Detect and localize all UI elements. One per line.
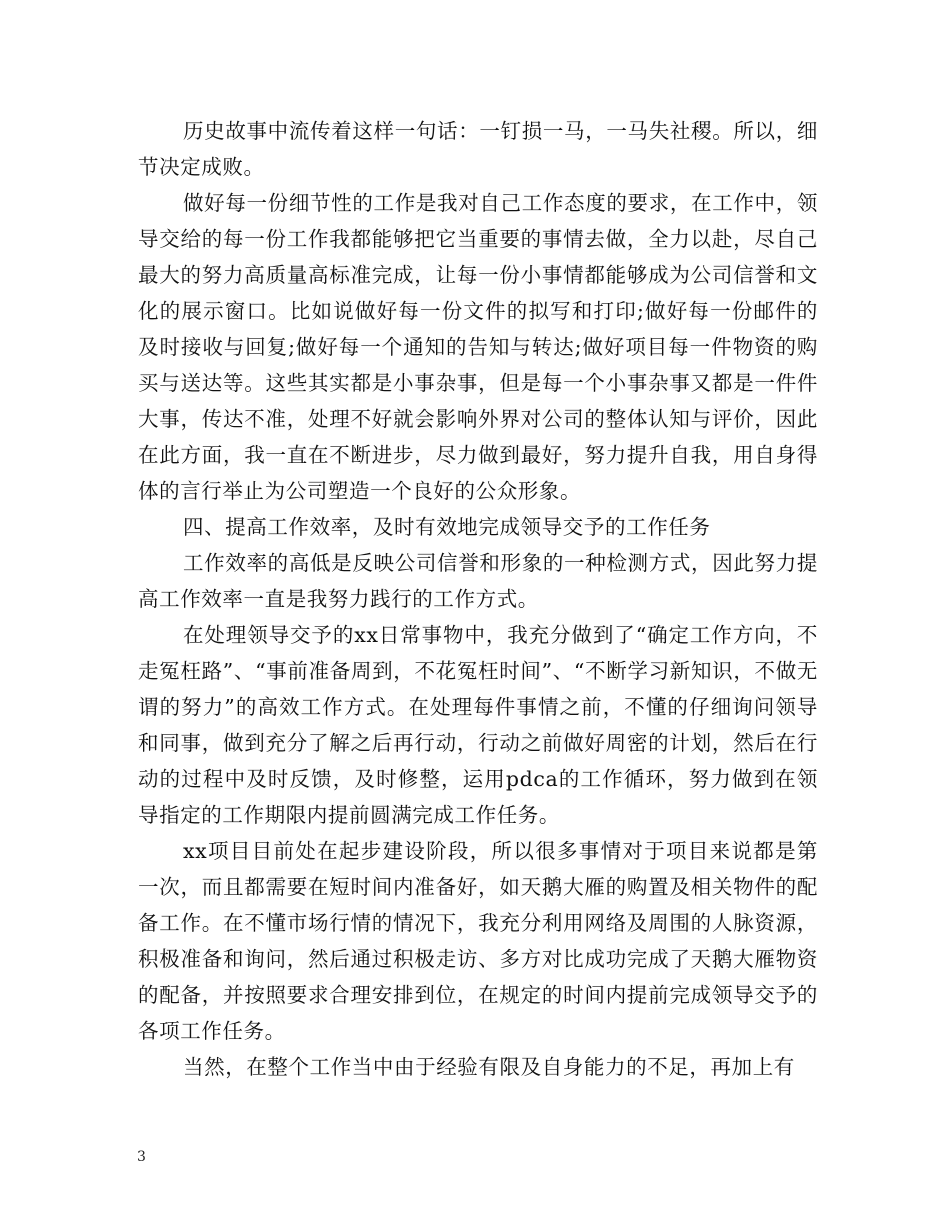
paragraph-project-startup: xx项目目前处在起步建设阶段，所以很多事情对于项目来说都是第一次，而且都需要在短时间内准备好，如天鹅大雁的购置及相关物件的配备工作。在不懂市场行情的情况下，我充分利用网络及周围的人脉资源，积极准备和询问，然后通过积极走访、多方对比成功完成了天鹅大雁物资的配备，并按照要求合理安排到位，在规定的时间内提前完成领导交予的各项工作任务。 (138, 839, 818, 1043)
page-number: 3 (137, 1149, 146, 1165)
document-body (138, 113, 818, 1085)
paragraph-shortcomings: 当然，在整个工作当中由于经验有限及自身能力的不足，再加上有 (183, 1055, 795, 1079)
paragraph-details-proverb: 历史故事中流传着这样一句话：一钉损一马，一马失社稷。所以，细节决定成败。 (138, 119, 818, 179)
paragraph-detail-work: 做好每一份细节性的工作是我对自己工作态度的要求，在工作中，领导交给的每一份工作我都能够把它当重要的事情去做，全力以赴，尽自己最大的努力高质量高标准完成，让每一份小事情都能够成为公司信誉和文化的展示窗口。比如说做好每一份文件的拟写和打印;做好每一份邮件的及时接收与回复;做好每一个通知的告知与转达;做好项目每一件物资的购买与送达等。这些其实都是小事杂事，但是每一个小事杂事又都是一件件大事，传达不准，处理不好就会影响外界对公司的整体认知与评价，因此在此方面，我一直在不断进步，尽力做到最好，努力提升自我，用自身得体的言行举止为公司塑造一个良好的公众形象。 (138, 191, 818, 503)
paragraph-daily-affairs: 在处理领导交予的xx日常事物中，我充分做到了“确定工作方向，不走冤枉路”、“事前准备周到，不花冤枉时间”、“不断学习新知识，不做无谓的努力”的高效工作方式。在处理每件事情之前，不懂的仔细询问领导和同事，做到充分了解之后再行动，行动之前做好周密的计划，然后在行动的过程中及时反馈，及时修整，运用pdca的工作循环，努力做到在领导指定的工作期限内提前圆满完成工作任务。 (138, 623, 818, 827)
paragraph-efficiency-intro: 工作效率的高低是反映公司信誉和形象的一种检测方式，因此努力提高工作效率一直是我努力践行的工作方式。 (138, 551, 818, 611)
section-heading-efficiency: 四、提高工作效率，及时有效地完成领导交予的工作任务 (183, 515, 711, 539)
